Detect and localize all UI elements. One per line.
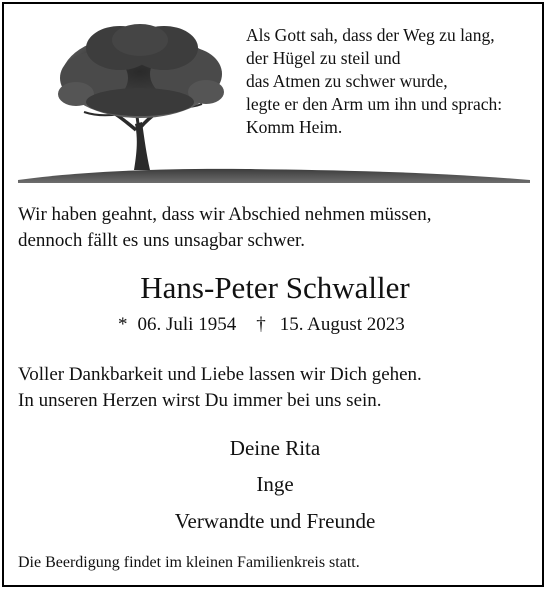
poem-line: das Atmen zu schwer wurde, xyxy=(246,71,448,91)
birth-date: 06. Juli 1954 xyxy=(137,314,237,335)
poem-line: der Hügel zu steil und xyxy=(246,48,401,68)
mourner-name: Inge xyxy=(256,472,294,496)
closing-text xyxy=(18,362,528,413)
mourner-name: Verwandte und Freunde xyxy=(174,509,376,533)
poem-line: Komm Heim. xyxy=(246,117,343,137)
closing-line: In unseren Herzen wirst Du immer bei uns sein. xyxy=(18,389,382,411)
deceased-name: Hans-Peter Schwaller xyxy=(140,270,410,305)
intro-line: Wir haben geahnt, dass wir Abschied nehmen müssen, xyxy=(18,204,432,225)
poem xyxy=(246,24,536,139)
poem-line: legte er den Arm um ihn und sprach: xyxy=(246,94,503,114)
birth-symbol: * xyxy=(118,314,128,335)
death-date: 15. August 2023 xyxy=(279,314,405,335)
life-dates xyxy=(118,313,405,337)
intro-line: dennoch fällt es uns unsagbar schwer. xyxy=(18,229,306,251)
death-symbol: † xyxy=(256,314,266,335)
funeral-note: Die Beerdigung findet im kleinen Familienkreis statt. xyxy=(18,554,360,571)
intro-text xyxy=(18,202,518,253)
mourner-name: Deine Rita xyxy=(229,436,321,460)
poem-line: Als Gott sah, dass der Weg zu lang, xyxy=(246,25,495,45)
closing-line: Voller Dankbarkeit und Liebe lassen wir Dich gehen. xyxy=(18,364,422,385)
